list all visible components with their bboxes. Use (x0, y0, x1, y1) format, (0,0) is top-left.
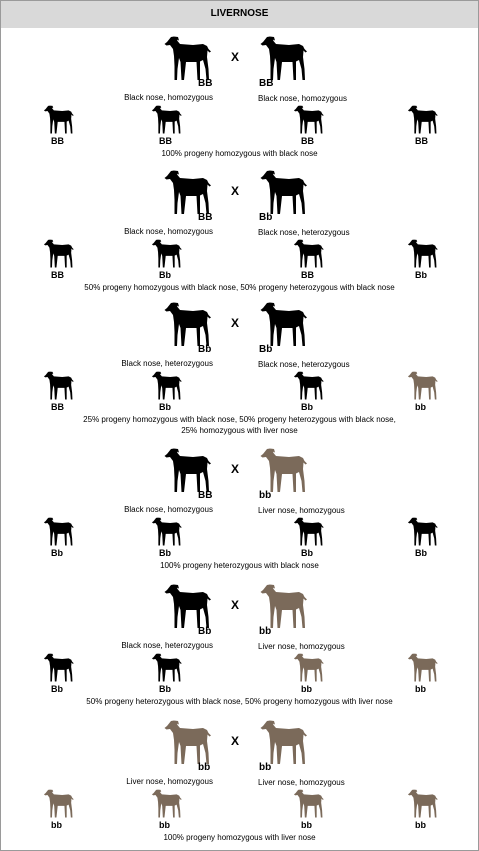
parent-left-label: Black nose, heterozygous (121, 359, 213, 368)
dog-silhouette-icon (257, 718, 311, 768)
dog-silhouette-icon (161, 168, 215, 218)
dog-silhouette-icon (41, 788, 77, 820)
dog-silhouette-icon (405, 652, 441, 684)
dog-silhouette-icon (405, 516, 441, 548)
progeny-genotype: bb (415, 402, 426, 412)
parent-left-label: Black nose, homozygous (124, 93, 213, 102)
parent-left-label: Liver nose, homozygous (126, 777, 213, 786)
parent-right-genotype: BB (259, 78, 274, 89)
cross-symbol: X (231, 598, 240, 612)
progeny-genotype: Bb (415, 548, 427, 558)
dog-silhouette-icon (291, 370, 327, 402)
dog-silhouette-icon (291, 104, 327, 136)
progeny-summary: 50% progeny heterozygous with black nose, 50% progeny homozygous with liver nose (86, 697, 393, 706)
cross-panel (0, 712, 479, 851)
dog-silhouette-icon (149, 104, 185, 136)
cross-symbol: X (231, 462, 240, 476)
progeny-genotype: Bb (51, 548, 63, 558)
parent-left-label: Black nose, homozygous (124, 227, 213, 236)
dog-silhouette-icon (149, 788, 185, 820)
dog-silhouette-icon (257, 34, 311, 84)
parent-right-label: Liver nose, homozygous (258, 642, 345, 651)
progeny-genotype: Bb (301, 402, 313, 412)
parent-left-genotype: BB (198, 212, 213, 223)
progeny-summary: 100% progeny homozygous with black nose (161, 149, 318, 158)
progeny-summary: 50% progeny homozygous with black nose, 50% progeny heterozygous with black nose (84, 283, 395, 292)
dog-silhouette-icon (405, 370, 441, 402)
parent-left-label: Black nose, heterozygous (121, 641, 213, 650)
parent-right-genotype: Bb (259, 212, 273, 223)
dog-silhouette-icon (149, 516, 185, 548)
progeny-summary: 25% homozygous with liver nose (181, 426, 298, 435)
page-title: LIVERNOSE (210, 8, 269, 19)
parent-left-label: Black nose, homozygous (124, 505, 213, 514)
progeny-genotype: Bb (159, 270, 171, 280)
parent-right-genotype: Bb (259, 344, 273, 355)
progeny-summary: 25% progeny homozygous with black nose, 50% progeny heterozygous with black nose, (83, 415, 396, 424)
dog-silhouette-icon (405, 788, 441, 820)
dog-silhouette-icon (257, 446, 311, 496)
progeny-genotype: BB (415, 136, 428, 146)
cross-symbol: X (231, 316, 240, 330)
dog-silhouette-icon (41, 516, 77, 548)
dog-silhouette-icon (405, 104, 441, 136)
parent-right-genotype: bb (259, 762, 272, 773)
progeny-genotype: Bb (159, 402, 171, 412)
dog-silhouette-icon (161, 718, 215, 768)
dog-silhouette-icon (149, 652, 185, 684)
progeny-genotype: BB (159, 136, 172, 146)
dog-silhouette-icon (291, 788, 327, 820)
dog-silhouette-icon (291, 652, 327, 684)
progeny-genotype: Bb (415, 270, 427, 280)
cross-panel (0, 162, 479, 295)
dog-silhouette-icon (257, 582, 311, 632)
parent-right-label: Black nose, heterozygous (258, 228, 350, 237)
parent-left-genotype: Bb (198, 344, 212, 355)
progeny-genotype: BB (51, 402, 64, 412)
parent-right-genotype: bb (259, 626, 272, 637)
progeny-genotype: bb (301, 684, 312, 694)
cross-symbol: X (231, 184, 240, 198)
dog-silhouette-icon (257, 168, 311, 218)
cross-symbol: X (231, 50, 240, 64)
dog-silhouette-icon (41, 238, 77, 270)
dog-silhouette-icon (291, 516, 327, 548)
dog-silhouette-icon (149, 370, 185, 402)
parent-left-genotype: bb (198, 762, 211, 773)
parent-right-genotype: bb (259, 490, 272, 501)
parent-left-genotype: BB (198, 78, 213, 89)
progeny-genotype: BB (301, 136, 314, 146)
cross-symbol: X (231, 734, 240, 748)
progeny-genotype: bb (301, 820, 312, 830)
parent-right-label: Liver nose, homozygous (258, 506, 345, 515)
progeny-summary: 100% progeny heterozygous with black nose (160, 561, 319, 570)
dog-silhouette-icon (149, 238, 185, 270)
cross-panel (0, 294, 479, 441)
progeny-genotype: Bb (51, 684, 63, 694)
progeny-genotype: BB (51, 270, 64, 280)
dog-silhouette-icon (41, 370, 77, 402)
parent-right-label: Liver nose, homozygous (258, 778, 345, 787)
parent-left-genotype: Bb (198, 626, 212, 637)
dog-silhouette-icon (161, 446, 215, 496)
cross-panel (0, 28, 479, 163)
progeny-genotype: Bb (301, 548, 313, 558)
dog-silhouette-icon (257, 300, 311, 350)
progeny-genotype: bb (415, 820, 426, 830)
parent-right-label: Black nose, heterozygous (258, 360, 350, 369)
progeny-genotype: bb (159, 820, 170, 830)
title-bar (0, 0, 479, 29)
parent-right-label: Black nose, homozygous (258, 94, 347, 103)
dog-silhouette-icon (161, 582, 215, 632)
progeny-summary: 100% progeny homozygous with liver nose (163, 833, 316, 842)
dog-silhouette-icon (161, 34, 215, 84)
cross-panel (0, 440, 479, 577)
progeny-genotype: BB (301, 270, 314, 280)
progeny-genotype: bb (415, 684, 426, 694)
dog-silhouette-icon (41, 652, 77, 684)
parent-left-genotype: BB (198, 490, 213, 501)
progeny-genotype: bb (51, 820, 62, 830)
dog-silhouette-icon (291, 238, 327, 270)
progeny-genotype: BB (51, 136, 64, 146)
dog-silhouette-icon (41, 104, 77, 136)
progeny-genotype: Bb (159, 548, 171, 558)
progeny-genotype: Bb (159, 684, 171, 694)
dog-silhouette-icon (405, 238, 441, 270)
dog-silhouette-icon (161, 300, 215, 350)
cross-panel (0, 576, 479, 713)
